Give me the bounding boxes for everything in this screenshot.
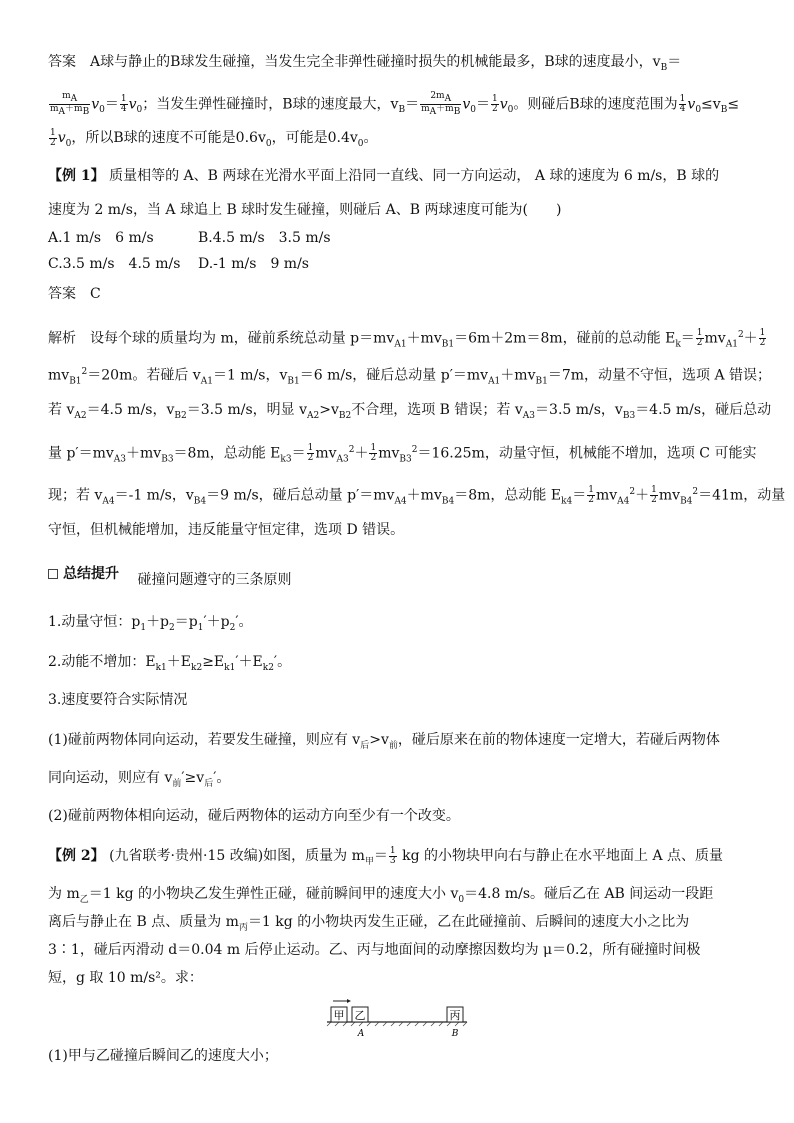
principle-1: 1.动量守恒：$p_1+p_2=p_1'+p_2'$。 (48, 614, 253, 633)
collision-diagram (325, 998, 470, 1038)
principle-2: 2.动能不增加：$E_{k1}+E_{k2}\ge E_{k1}'+E_{k2}'$。 (48, 654, 292, 673)
option-d: D.-1 m/s 9 m/s (198, 256, 309, 272)
answer-line-3: $\frac{1}{2}$ $v_0$，所以B球的速度不可能是$0.6v_0$，可能是$0.4v_0$。 (50, 127, 378, 149)
block-bing-label: 丙 (449, 1009, 461, 1022)
example2-line-5: 短，g 取 10 m/s²。求： (48, 970, 203, 986)
point-a-label: A (357, 1029, 365, 1038)
fraction-half-2: $\frac{1}{2}$ (50, 127, 56, 148)
analysis-line-3: 若 $v_{A2}=4.5$ m/s，$v_{B2}=3.5$ m/s，明显 $v_{A2}>v_{B2}$不合理，选项 B 错误；若 $v_{A3}=3.5$ m/s，$v_{B3}=4.5$ m/s，碰后总动 (48, 402, 772, 421)
block-jia-label: 甲 (333, 1009, 345, 1022)
fraction-quarter-2: $\frac{1}{4}$ (679, 93, 686, 114)
analysis-line-2: $mv_{B1}^2=20m$。若碰后 $v_{A1}=1$ m/s，$v_{B1}=6$ m/s，碰后总动量 $p'=mv_{A1}+mv_{B1}=7m$，动量不守恒，选项 A 错误； (48, 367, 772, 387)
fraction-half: $\frac{1}{2}$ (491, 93, 498, 114)
principle-3-1: (1)碰前两物体同向运动，若要发生碰撞，则应有 $v_后>v_前$，碰后原来在前的物体速度一定增大，若碰后两物体 (48, 732, 720, 751)
example1-line-2: 速度为 2 m/s，当 A 球追上 B 球时发生碰撞，则碰后 A、B 两球速度可能为( ) (48, 202, 562, 218)
example2-question-1: (1)甲与乙碰撞后瞬间乙的速度大小； (48, 1048, 278, 1064)
example2-line-4: 3∶1，碰后丙滑动 d＝0.04 m 后停止运动。乙、丙与地面间的动摩擦因数均为 μ＝0.2，所有碰撞时间极 (48, 942, 701, 958)
summary-heading (48, 564, 764, 588)
example1-answer: 答案 C (48, 286, 101, 302)
example2-label: 【例 2】 (48, 848, 105, 864)
answer-line-1: 答案 A球与静止的B球发生碰撞，当发生完全非弹性碰撞时损失的机械能最多，B球的速度最小，$v_B=$ (48, 54, 682, 73)
analysis-line-6: 守恒，但机械能增加，违反能量守恒定律，选项 D 错误。 (48, 522, 405, 538)
example1-label: 【例 1】 (48, 168, 105, 184)
block-yi-label: 乙 (354, 1009, 366, 1022)
principle-3-2: (2)碰前两物体相向运动，碰后两物体的运动方向至少有一个改变。 (48, 808, 460, 824)
summary-square-icon (48, 569, 58, 579)
example1-line-1: 【例 1】 质量相等的 A、B 两球在光滑水平面上沿同一直线、同一方向运动， A 球的速度为 6 m/s，B 球的 (48, 168, 720, 184)
example1-options-row1 (48, 228, 764, 248)
fraction-quarter: $\frac{1}{4}$ (120, 93, 127, 114)
arrow-head (347, 999, 351, 1003)
fraction-2mA-over-sum: $\frac{2m_A}{m_A+m_B}$ (421, 91, 461, 117)
fraction-mA-over-sum: $\frac{m_A}{m_A+m_B}$ (50, 91, 90, 117)
summary-title: 总结提升 (63, 566, 119, 582)
option-c: C.3.5 m/s 4.5 m/s (48, 256, 181, 272)
principle-3-1-cont: 同向运动，则应有 $v_前'\ge v_后'$。 (48, 770, 231, 789)
answer-line-2: $\frac{m_A}{m_A+m_B}$ $v_0=$ $\frac{1}{4}$ $v_0$；当发生弹性碰撞时，B球的速度最大，$v_B=$ $\frac{2m_A}{m_A+m_B}$ $v_0=$ $\frac{1}{2}$ $v_0$。则碰后B球的速度范围为 $\frac{1}{4}$ $v_0\le v_B\le$ (50, 91, 740, 117)
summary-subtitle: 碰撞问题遵守的三条原则 (137, 572, 292, 588)
principle-3: 3.速度要符合实际情况 (48, 692, 188, 708)
analysis-line-5: 现；若 $v_{A4}=-1$ m/s，$v_{B4}=9$ m/s，碰后总动量 $p'=mv_{A4}+mv_{B4}=8m$，总动能 $E_{k4}=$ $\frac{1}{2}$ $mv_{A4}^2+$ $\frac{1}{2}$ $mv_{B4}^2=41m$，动量 (48, 485, 786, 507)
analysis-line-1: 解析 设每个球的质量均为 m，碰前系统总动量 $p=mv_{A1}+mv_{B1}=6m+2m=8m$，碰前的总动能 $E_k=$ $\frac{1}{2}$ $mv_{A1}^2+$ $\frac{1}{2}$ (48, 328, 766, 350)
answer-text: 答案 A球与静止的B球发生碰撞，当发生完全非弹性碰撞时损失的机械能最多，B球的速度最小，v (48, 54, 661, 70)
example2-line-1: 【例 2】 (九省联考·贵州·15 改编)如图，质量为 $m_甲=$ $\frac{1}{3}$ kg 的小物块甲向右与静止在水平地面上 A 点、质量 (48, 845, 724, 867)
option-a: A.1 m/s 6 m/s (48, 230, 154, 246)
option-b: B.4.5 m/s 3.5 m/s (198, 230, 331, 246)
example2-line-2: 为 $m_乙=1$ kg 的小物块乙发生弹性正碰，碰前瞬间甲的速度大小 $v_0=4.8$ m/s。碰后乙在 AB 间运动一段距 (48, 886, 714, 905)
example1-options-row2 (48, 254, 764, 274)
analysis-line-4: 量 $p'=mv_{A3}+mv_{B3}=8m$，总动能 $E_{k3}=$ $\frac{1}{2}$ $mv_{A3}^2+$ $\frac{1}{2}$ $mv_{B3}^2=16.25m$，动量守恒，机械能不增加，选项 C 可能实 (48, 443, 757, 465)
example2-line-3: 离后与静止在 B 点、质量为 $m_丙=1$ kg 的小物块丙发生正碰，乙在此碰撞前、后瞬间的速度大小之比为 (48, 914, 690, 933)
point-b-label: B (451, 1029, 459, 1038)
